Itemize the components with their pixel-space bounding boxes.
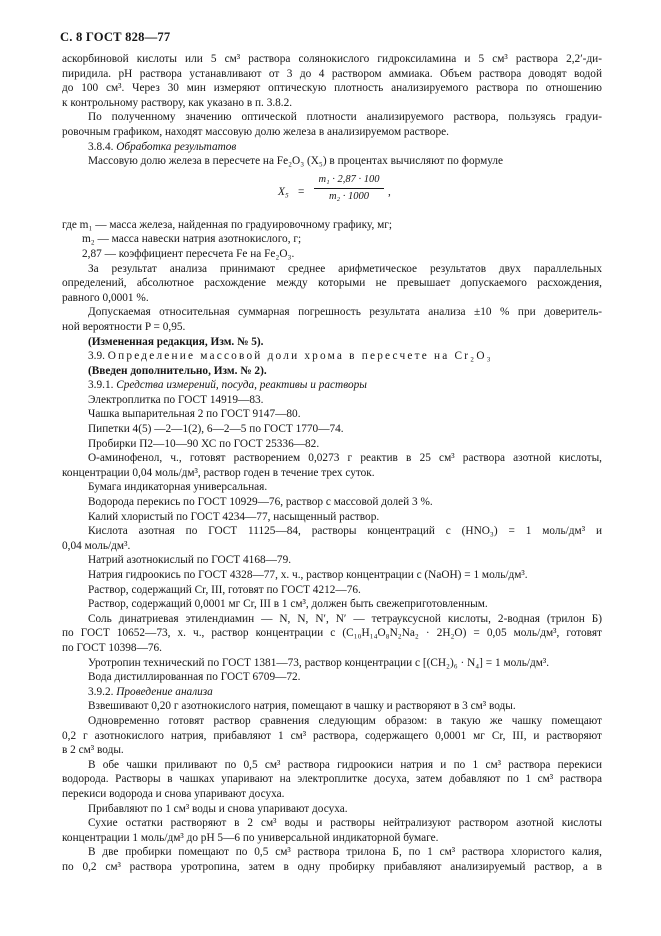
page-header: С. 8 ГОСТ 828—77	[60, 30, 171, 44]
paragraph-line: аскорбиновой кислоты или 5 см³ раствора солянокислого гидроксиламина и 5 см³ раствора 2,2′-ди-	[62, 53, 602, 65]
list-item: Калий хлористый по ГОСТ 4234—77, насыщенный раствор.	[88, 510, 380, 523]
paragraph-line: ной вероятности P = 0,95.	[62, 320, 186, 333]
paragraph-line: Сухие остатки растворяют в 2 см³ воды и растворы нейтрализуют раствором азотной кислоты	[88, 817, 602, 830]
paragraph-line: Соль динатриевая этилендиамин — N, N, N′, N′ — тетрауксусной кислоты, 2-водная (трилон Б)	[88, 612, 602, 625]
edition-note: (Измененная редакция, Изм. № 5).	[88, 335, 264, 348]
legend-line: 2,87 — коэффициент пересчета Fe на Fe₂O₃.	[82, 247, 295, 260]
paragraph: Массовую долю железа в пересчете на Fe₂O₃ (X₅) в процентах вычисляют по формуле	[88, 155, 504, 168]
paragraph-line: концентрации 0,04 моль/дм³, раствор годен в течение трех суток.	[62, 466, 375, 479]
section-number: 3.9.2.	[88, 685, 114, 698]
list-item: Натрий азотнокислый по ГОСТ 4168—79.	[88, 554, 292, 567]
formula-comma: ,	[388, 185, 391, 198]
paragraph-line: О-аминофенол, ч., готовят растворением 0,0273 г реактив в 25 см³ раствора азотной кислоты,	[88, 452, 602, 465]
list-item: Раствор, содержащий 0,0001 мг Cr, III в 1 см³, должен быть свежеприготовленным.	[88, 598, 488, 611]
paragraph-line: концентрации 1 моль/дм³ до pH 5—6 по универсальной индикаторной бумаге.	[62, 831, 439, 844]
paragraph-line: в 2 см³ воды.	[62, 744, 124, 757]
paragraph-line: Кислота азотная по ГОСТ 11125—84, растворы концентраций c (HNO₃) = 1 моль/дм³ и	[88, 525, 602, 538]
paragraph-line: ровочным графиком, находят массовую долю железа в анализируемом растворе.	[62, 125, 449, 138]
paragraph-line: перекиси водорода и снова упаривают досуха.	[62, 787, 285, 800]
formula-denominator: m₂ · 1000	[328, 191, 370, 203]
section-number: 3.9.1.	[88, 379, 114, 392]
section-heading-3-9-1	[62, 378, 602, 393]
section-title: Проведение анализа	[116, 685, 213, 698]
formula-x5	[62, 173, 602, 215]
formula-lhs: X₅	[278, 185, 289, 198]
paragraph-line: до 100 см³. Через 30 мин измеряют оптическую плотность анализируемого раствора по отношению	[62, 82, 602, 95]
paragraph-line: по 0,2 см³ раствора уротропина, затем в одну пробирку прибавляют анализируемый раствор, а в	[62, 860, 602, 873]
paragraph-line: В две пробирки помещают по 0,5 см³ раствора трилона Б, по 1 см³ раствора хлористого калия,	[88, 846, 602, 859]
list-item: Пипетки 4(5) —2—1(2), 6—2—5 по ГОСТ 1770—74.	[88, 423, 344, 436]
paragraph-line: по ГОСТ 10652—73, х. ч., раствор концентрации c (C₁₀H₁₄O₈N₂Na₂ · 2H₂O) = 0,05 моль/дм³, готовят	[62, 627, 602, 640]
list-item: Раствор, содержащий Cr, III, готовят по ГОСТ 4212—76.	[88, 583, 361, 596]
paragraph-line: 0,04 моль/дм³.	[62, 539, 131, 552]
paragraph-line: За результат анализа принимают среднее арифметическое результатов двух параллельных	[88, 262, 602, 275]
section-number: 3.8.4.	[88, 140, 114, 153]
formula-equals: =	[298, 185, 305, 198]
section-title: Средства измерений, посуда, реактивы и растворы	[116, 379, 367, 392]
list-item: Вода дистиллированная по ГОСТ 6709—72.	[88, 671, 301, 684]
paragraph-line: Допускаемая относительная суммарная погрешность результата анализа ±10 % при доверитель-	[88, 306, 602, 319]
legend-line: где m₁ — масса железа, найденная по градуировочному графику, мг;	[62, 218, 393, 231]
paragraph-line: водорода. Растворы в чашках упаривают на электроплитке досуха, затем добавляют по 1 см³ раствора	[62, 773, 602, 786]
paragraph-line: определений, абсолютное расхождение между которыми не превышает допускаемого расхождения,	[62, 277, 602, 290]
list-item: Уротропин технический по ГОСТ 1381—73, раствор концентрации c [(CH₂)₆ · N₄] = 1 моль/дм³.	[88, 656, 550, 669]
page-content	[62, 52, 602, 874]
list-item: Электроплитка по ГОСТ 14919—83.	[88, 393, 264, 406]
list-item: Пробирки П2—10—90 ХС по ГОСТ 25336—82.	[88, 437, 320, 450]
section-title: Обработка результатов	[116, 140, 237, 153]
section-heading-3-8-4	[62, 140, 602, 155]
legend-line: m₂ — масса навески натрия азотнокислого, г;	[82, 233, 302, 246]
paragraph: Взвешивают 0,20 г азотнокислого натрия, помещают в чашку и растворяют в 3 см³ воды.	[88, 700, 516, 713]
paragraph-line: 0,2 г азотнокислого натрия, прибавляют 1 см³ раствора, содержащего 0,0001 мг Cr, III, и растворяют	[62, 729, 602, 742]
paragraph-line: по ГОСТ 10398—76.	[62, 641, 162, 654]
paragraph-line: пиридила. pH раствора устанавливают от 3 до 4 раствором аммиака. Объем раствора доводят водой	[62, 67, 602, 80]
section-heading-3-9-2	[62, 685, 602, 700]
list-item: Бумага индикаторная универсальная.	[88, 481, 268, 494]
section-number: 3.9.	[88, 350, 105, 363]
formula-fraction	[314, 173, 384, 205]
formula-numerator: m₁ · 2,87 · 100	[314, 173, 384, 190]
list-item: Чашка выпарительная 2 по ГОСТ 9147—80.	[88, 408, 301, 421]
section-heading-3-9	[62, 349, 602, 364]
section-title: Определение массовой доли хрома в пересчете на Cr₂O₃	[107, 350, 493, 363]
paragraph-line: к контрольному раствору, как указано в п. 3.8.2.	[62, 96, 293, 109]
paragraph: Прибавляют по 1 см³ воды и снова упаривают досуха.	[88, 802, 348, 815]
paragraph-line: В обе чашки приливают по 0,5 см³ раствора гидроокиси натрия и по 1 см³ раствора перекиси	[88, 758, 602, 771]
list-item: Натрия гидроокись по ГОСТ 4328—77, х. ч., раствор концентрации c (NaOH) = 1 моль/дм³.	[88, 569, 528, 581]
paragraph-line: равного 0,0001 %.	[62, 291, 149, 304]
paragraph-line: По полученному значению оптической плотности анализируемого раствора, пользуясь градуи-	[88, 111, 602, 124]
edition-note: (Введен дополнительно, Изм. № 2).	[88, 364, 267, 377]
list-item: Водорода перекись по ГОСТ 10929—76, раствор с массовой долей 3 %.	[88, 496, 433, 509]
paragraph-line: Одновременно готовят раствор сравнения следующим образом: в такую же чашку помещают	[88, 714, 602, 727]
